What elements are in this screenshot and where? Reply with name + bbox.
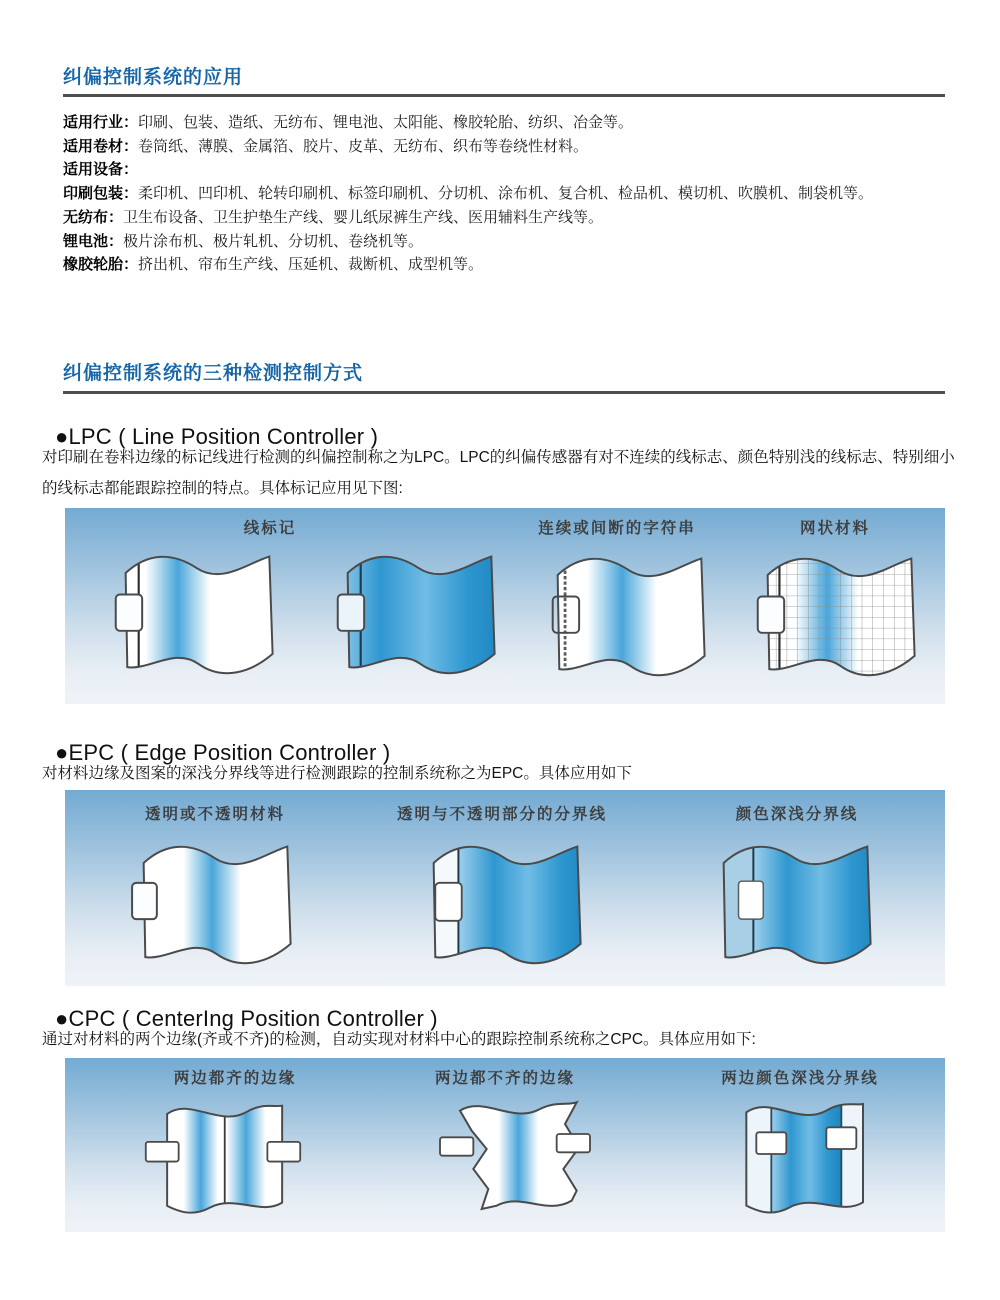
row-text: 卫生布设备、卫生护垫生产线、婴儿纸尿裤生产线、医用辅料生产线等。 [123,208,604,226]
cpc-figure-panel [65,1058,945,1232]
row-text: 柔印机、凹印机、轮转印刷机、标签印刷机、分切机、涂布机、复合机、检品机、模切机、吹膜机、制袋机等。 [138,185,874,203]
sensor-icon [756,1132,786,1154]
sensor-icon [116,594,142,630]
epc-label-shade-boundary: 颜色深浅分界线 [735,806,859,823]
epc-description: 对材料边缘及图案的深浅分界线等进行检测跟踪的控制系统称之为EPC。具体应用如下 [42,765,632,782]
epc-figure-panel [65,790,945,986]
lpc-label-char-string: 连续或间断的字符串 [538,520,696,537]
title-rule [63,94,945,97]
lpc-web-line-mark-light [95,540,295,682]
sensor-icon [557,1134,590,1152]
epc-heading: ●EPC ( Edge Position Controller ) [55,740,391,765]
applications-title: 纠偏控制系统的应用 [63,67,244,88]
cpc-label-uneven-edges: 两边都不齐的边缘 [434,1070,576,1087]
list-item [63,206,947,230]
row-text: 印刷、包装、造纸、无纺布、锂电池、太阳能、橡胶轮胎、纺织、冶金等。 [138,114,634,131]
epc-label-boundary: 透明与不透明部分的分界线 [396,806,608,823]
list-item [63,135,947,159]
lpc-label-line-mark: 线标记 [243,520,297,537]
row-label: 适用行业： [63,114,139,131]
list-item [63,182,947,206]
epc-label-transparent: 透明或不透明材料 [144,806,286,823]
cpc-web-uneven-edges [410,1084,620,1224]
lpc-label-mesh: 网状材料 [799,520,871,537]
lpc-figure-panel [65,508,945,704]
cpc-heading: ●CPC ( CenterIng Position Controller ) [55,1006,438,1031]
lpc-web-mesh [737,542,937,684]
sensor-icon [146,1142,179,1162]
lpc-web-line-mark-blue [317,540,517,682]
cpc-label-shade-boundaries: 两边颜色深浅分界线 [721,1070,879,1087]
epc-web-shade-boundary [693,830,893,972]
methods-title: 纠偏控制系统的三种检测控制方式 [63,363,364,384]
row-label: 适用设备： [63,161,139,179]
list-item [63,158,947,182]
title-rule [63,391,945,394]
row-text: 卷筒纸、薄膜、金属箔、胶片、皮革、无纺布、织布等卷绕性材料。 [138,137,589,155]
list-item [63,253,947,277]
list-item [63,111,947,135]
lpc-heading: ●LPC ( Line Position Controller ) [55,424,379,449]
lpc-description: 对印刷在卷料边缘的标记线进行检测的纠偏控制称之为LPC。LPC的纠偏传感器有对不连续的线标志、颜色特别浅的线标志、特别细小的线标志都能跟踪控制的特点。具体标记应用见下图: [42,449,955,497]
epc-web-opaque-boundary [403,830,603,972]
sensor-icon [758,596,784,632]
cpc-label-even-edges: 两边都齐的边缘 [173,1070,297,1087]
row-text: 挤出机、帘布生产线、压延机、裁断机、成型机等。 [138,256,484,274]
sensor-icon [132,883,157,919]
sensor-icon [338,594,364,630]
row-label: 适用卷材： [63,137,139,155]
sensor-icon [435,883,461,921]
epc-web-transparent [113,830,313,972]
cpc-web-shade-boundaries [703,1084,903,1224]
row-text: 极片涂布机、极片轧机、分切机、卷绕机等。 [123,232,424,250]
cpc-web-even-edges [123,1086,323,1224]
sensor-icon [739,881,764,919]
sensor-icon [826,1127,856,1149]
sensor-icon [440,1137,473,1155]
cpc-description: 通过对材料的两个边缘(齐或不齐)的检测，自动实现对材料中心的跟踪控制系统称之CPC。具体应用如下: [42,1031,756,1048]
sensor-icon [267,1142,300,1162]
list-item [63,230,947,254]
applications-list [63,111,947,277]
row-label: 印刷包装： [63,185,139,203]
row-label: 锂电池： [63,232,124,250]
row-label: 橡胶轮胎： [63,256,139,274]
lpc-web-char-string [527,542,727,684]
row-label: 无纺布： [63,208,124,226]
